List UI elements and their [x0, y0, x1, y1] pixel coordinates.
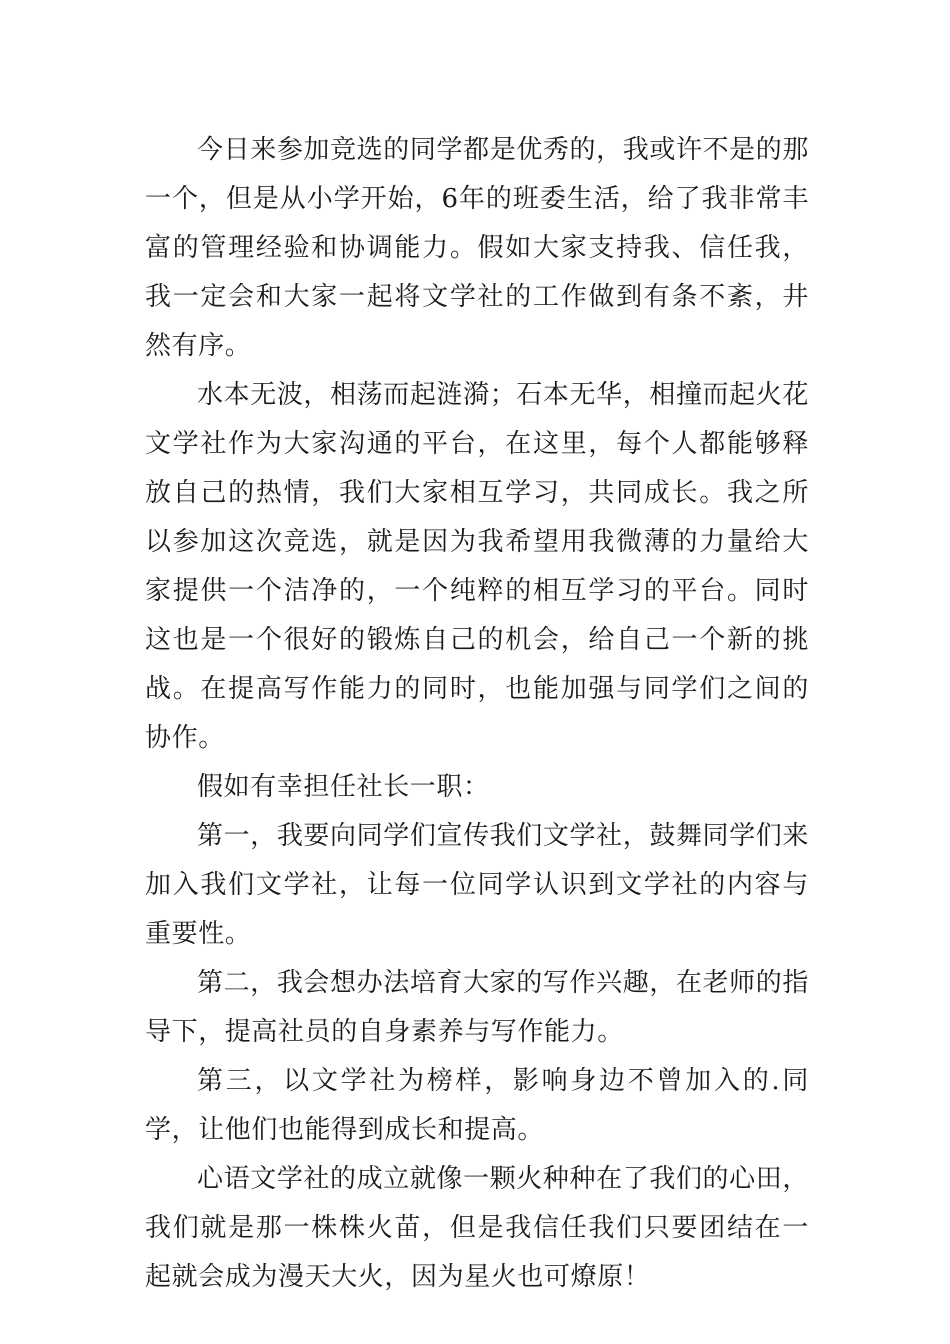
paragraph-1: 今日来参加竞选的同学都是优秀的，我或许不是的那一个，但是从小学开始，6年的班委生活，给了我非常丰富的管理经验和协调能力。假如大家支持我、信任我，我一定会和大家一起将文学社的工作做到有条不紊，井然有序。 [145, 135, 809, 361]
paragraph-7: 心语文学社的成立就像一颗火种种在了我们的心田，我们就是那一株株火苗，但是我信任我们只要团结在一起就会成为漫天大火，因为星火也可燎原！ [145, 1164, 809, 1292]
paragraph-4: 第一，我要向同学们宣传我们文学社，鼓舞同学们来加入我们文学社，让每一位同学认识到文学社的内容与重要性。 [145, 821, 809, 949]
paragraph-2: 水本无波，相荡而起涟漪；石本无华，相撞而起火花文学社作为大家沟通的平台，在这里，每个人都能够释放自己的热情，我们大家相互学习，共同成长。我之所以参加这次竞选，就是因为我希望用我微薄的力量给大家提供一个洁净的，一个纯粹的相互学习的平台。同时这也是一个很好的锻炼自己的机会，给自己一个新的挑战。在提高写作能力的同时，也能加强与同学们之间的协作。 [145, 380, 809, 753]
document-body [145, 126, 809, 1302]
paragraph-3: 假如有幸担任社长一职： [197, 772, 490, 802]
paragraph-6: 第三，以文学社为榜样，影响身边不曾加入的.同学，让他们也能得到成长和提高。 [145, 1066, 809, 1145]
paragraph-5: 第二，我会想办法培育大家的写作兴趣，在老师的指导下，提高社员的自身素养与写作能力。 [145, 968, 809, 1047]
